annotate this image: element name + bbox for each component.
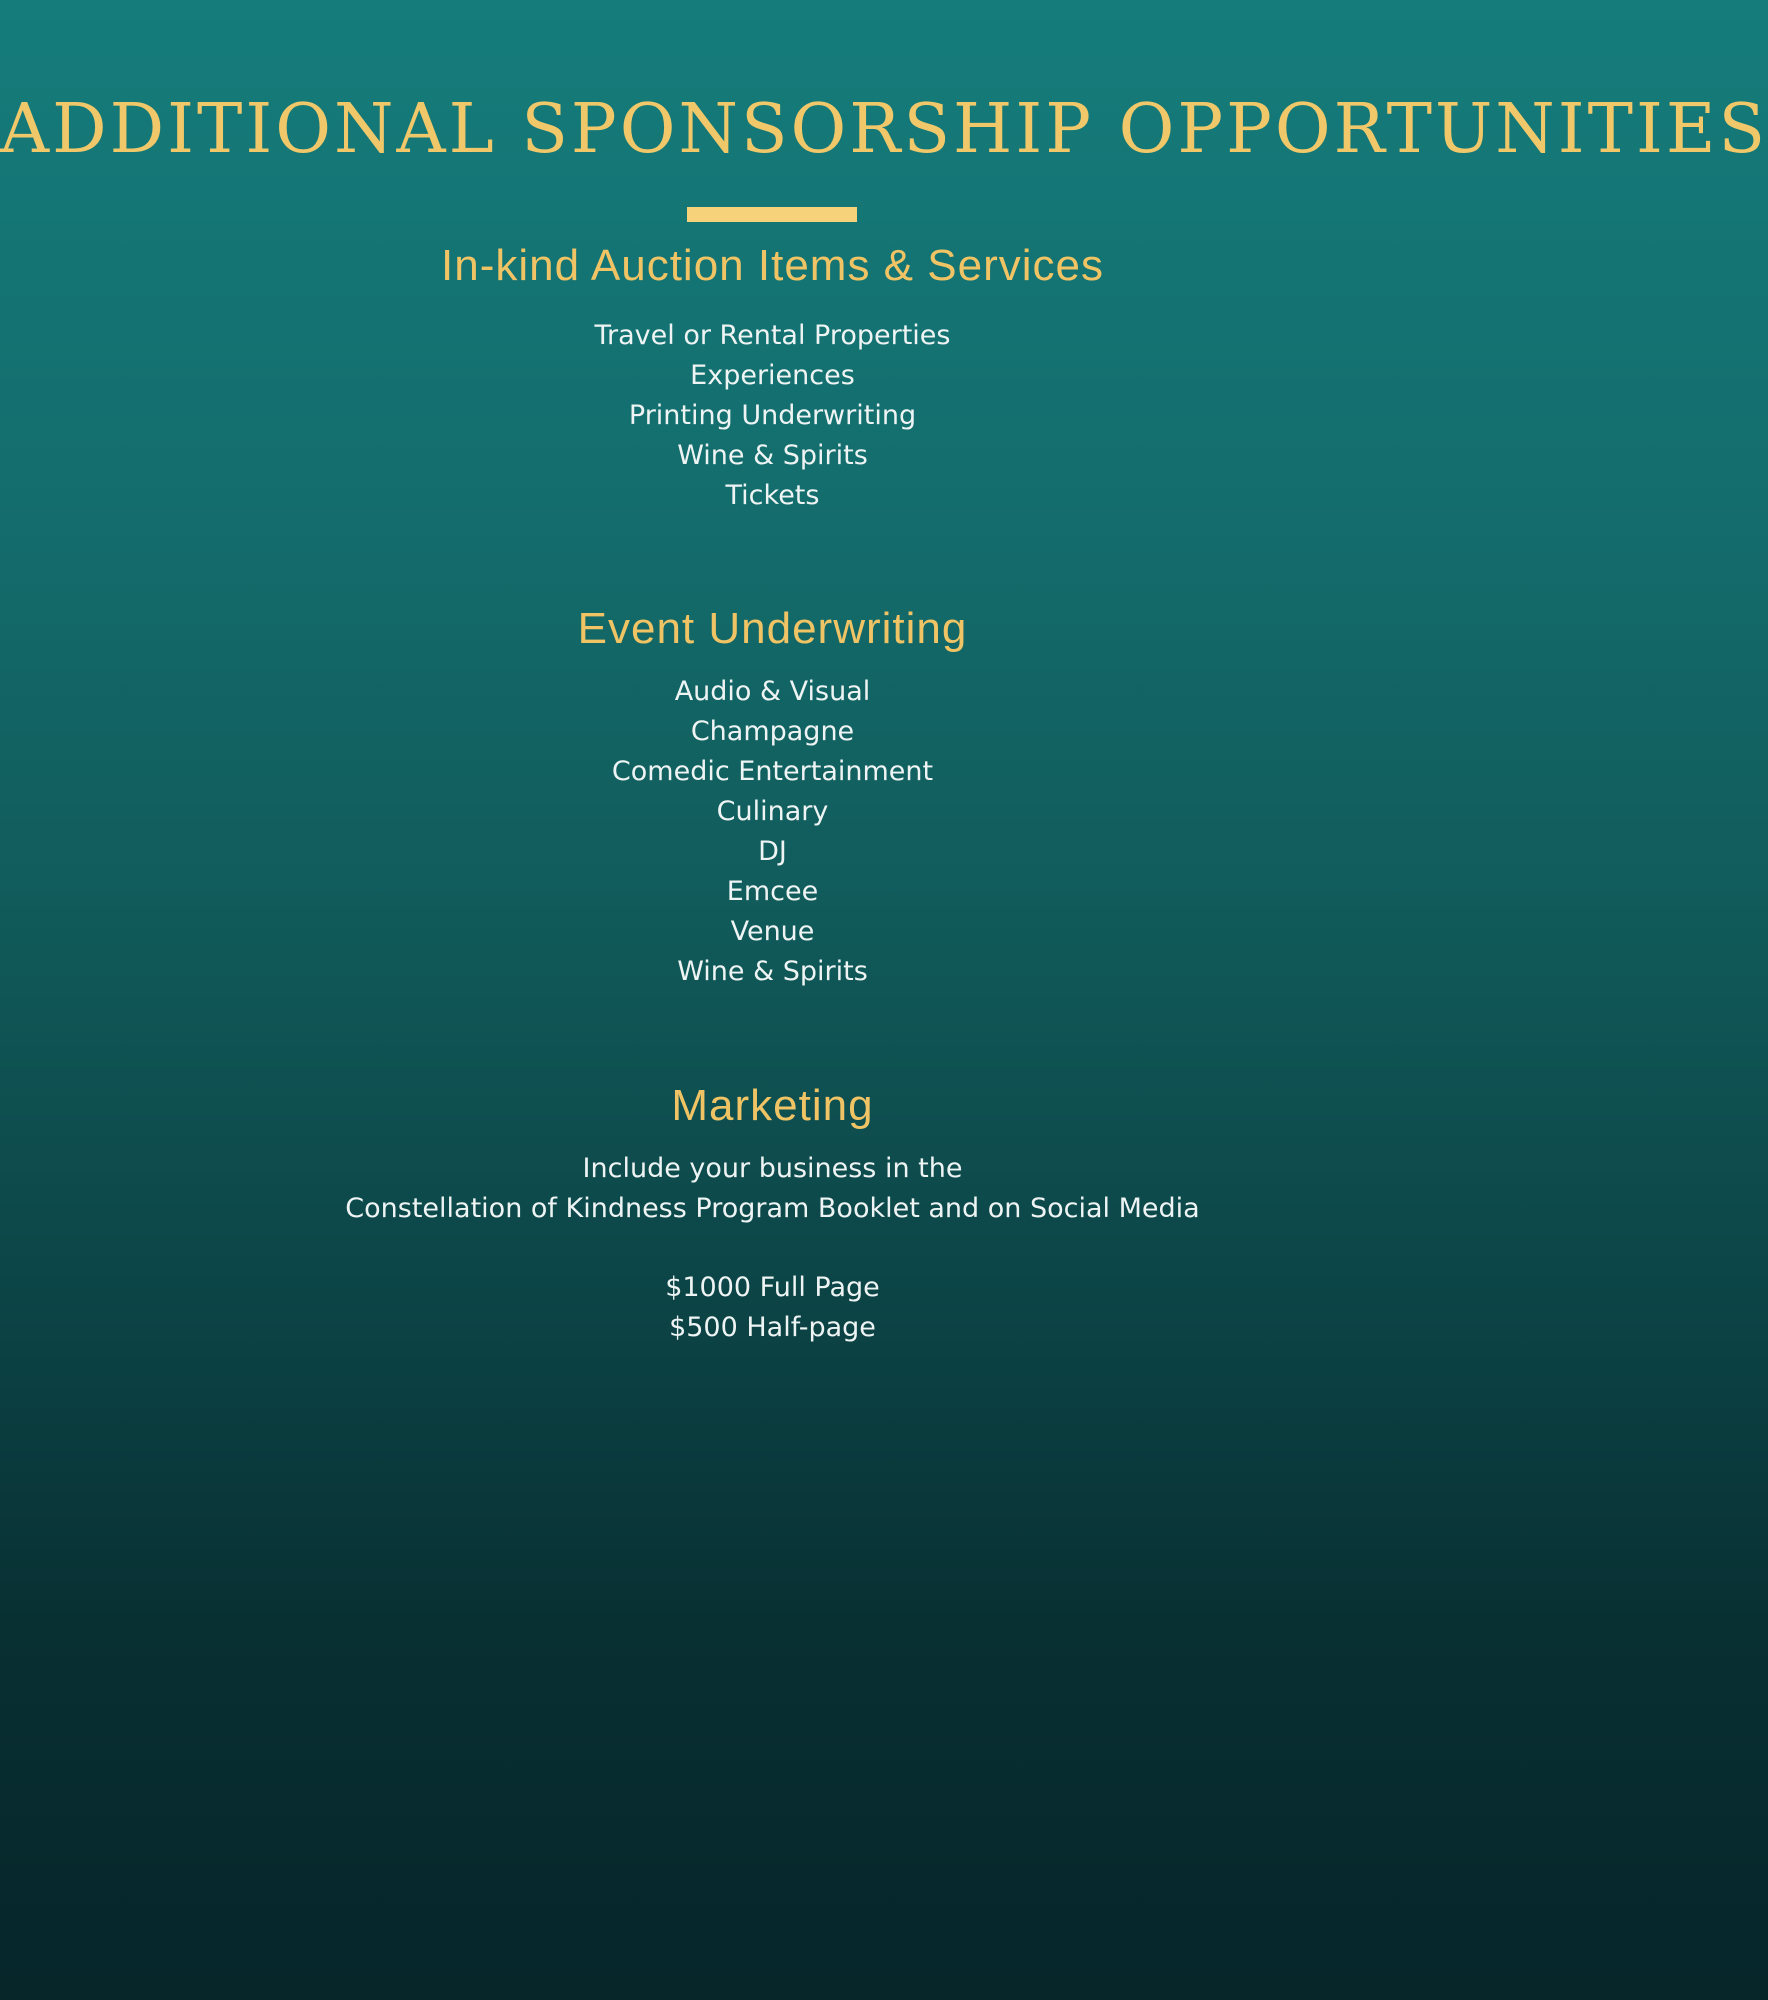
list-item: Travel or Rental Properties	[594, 320, 951, 351]
list-item: Audio & Visual	[674, 676, 871, 707]
price-item: $1000 Full Page	[665, 1272, 880, 1303]
list-item: Culinary	[716, 796, 829, 827]
page-title: ADDITIONAL SPONSORSHIP OPPORTUNITIES	[0, 90, 1768, 169]
event-underwriting-list	[0, 672, 1545, 992]
description-line: Constellation of Kindness Program Booklet and on Social Media	[345, 1193, 1200, 1224]
description-line: Include your business in the	[582, 1153, 963, 1184]
price-item: $500 Half-page	[669, 1312, 876, 1343]
list-item: Wine & Spirits	[677, 440, 868, 471]
section-heading-marketing: Marketing	[671, 1081, 874, 1130]
marketing-description	[0, 1149, 1545, 1229]
marketing-prices	[0, 1268, 1545, 1348]
list-item: Tickets	[725, 480, 820, 511]
auction-items-list	[0, 316, 1545, 516]
list-item: Comedic Entertainment	[611, 756, 934, 787]
list-item: Experiences	[690, 360, 855, 391]
list-item: Wine & Spirits	[677, 956, 868, 987]
list-item: Printing Underwriting	[628, 400, 917, 431]
section-heading-event-underwriting: Event Underwriting	[577, 604, 968, 653]
list-item: Champagne	[690, 716, 855, 747]
title-divider	[687, 207, 857, 222]
list-item: Venue	[730, 916, 815, 947]
list-item: DJ	[758, 836, 787, 867]
section-heading-auction: In-kind Auction Items & Services	[441, 241, 1104, 290]
list-item: Emcee	[726, 876, 819, 907]
